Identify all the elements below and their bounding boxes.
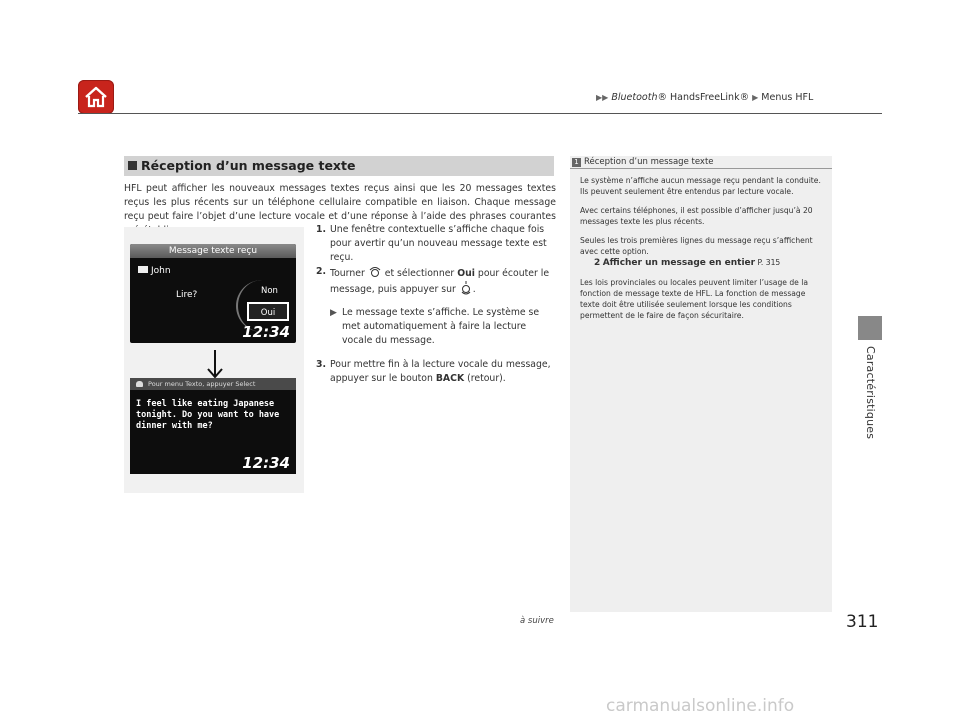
note-paragraph: Avec certains téléphones, il est possible d’afficher jusqu’à 20 messages texte les plus récents. [580,206,813,226]
chevron-right-icon: ▶ [752,93,759,102]
side-note [570,156,832,612]
option-no: Non [261,286,278,296]
page-number: 311 [846,612,879,632]
reference-arrow-icon: 2 [594,258,601,268]
note-paragraph: Les lois provinciales ou locales peuvent limiter l’usage de la fonction de message texte de HFL. La fonction de message texte doit être utilisée seulement lorsque les conditions permettent de le faire de façon sécuritaire. [580,278,809,320]
step-2: 2. Tourner et sélectionner Oui pour écouter le message, puis appuyer sur . [316,266,550,295]
message-header: Pour menu Texto, appuyer Select [130,378,296,390]
section-title: Réception d’un message texte [141,158,356,173]
arrow-down-icon [205,349,225,379]
press-dial-icon [459,281,473,295]
home-icon [83,84,109,110]
speech-icon [136,381,143,387]
section-heading [124,156,554,176]
note-heading: 1 Réception d’un message texte [570,156,832,169]
note-body [580,175,824,329]
popup-screen [130,244,296,343]
watermark: carmanualsonline.info [606,696,795,716]
clock: 12:34 [242,323,290,341]
note-paragraph: Seules les trois premières lignes du message reçu s’affichent avec cette option. 2 Afficher un message en entier P. 315 [580,236,813,268]
step-2-result: ▶ Le message texte s’affiche. Le système se met automatiquement à faire la lecture vocale du message. [330,307,540,347]
chevron-right-icon: ▶▶ [596,93,609,102]
dial-icon [368,265,382,279]
message-text: I feel like eating Japanese tonight. Do you want to have dinner with me? [136,399,280,431]
breadcrumb [596,92,813,103]
side-tab-label: Caractéristiques [864,346,877,440]
breadcrumb-item-bluetooth[interactable]: Bluetooth [611,92,658,103]
breadcrumb-suffix: ® HandsFreeLink® [657,92,750,103]
message-screen [130,378,296,474]
option-yes: Oui [247,302,289,321]
triangle-right-icon: ▶ [330,308,337,319]
popup-title: Message texte reçu [130,244,296,258]
read-question: Lire? [176,290,198,300]
intro-paragraph: HFL peut afficher les nouveaux messages textes reçus ainsi que les 20 messages textes reçus les plus récents sur un téléphone cellulaire compatible en liaison. Chaque message reçu peut faire l’objet d’une lecture vocale et d’une réponse à l’aide des phrases courantes [124,183,556,222]
contact-name: John [138,266,171,276]
side-tab-marker [858,316,882,340]
step-1: 1. Une fenêtre contextuelle s’affiche chaque fois pour avertir qu’un nouveau message texte est reçu. [316,224,547,263]
step-3: 3. Pour mettre fin à la lecture vocale du message, appuyer sur le bouton BACK (retour). [316,358,551,384]
clock: 12:34 [242,454,290,472]
continued-label: à suivre [520,616,554,626]
note-cross-reference[interactable]: 2 Afficher un message en entier P. 315 [594,258,781,268]
steps-list [316,223,556,386]
square-bullet-icon [128,161,137,170]
home-button[interactable] [78,80,114,114]
note-paragraph: Le système n’affiche aucun message reçu pendant la conduite. Ils peuvent seulement être entendus par lecture vocale. [580,176,821,196]
envelope-icon [138,266,148,273]
breadcrumb-item-menus-hfl[interactable]: Menus HFL [761,92,814,103]
screen-illustrations [124,227,304,493]
note-marker-icon: 1 [572,158,581,167]
header-divider [78,113,882,114]
